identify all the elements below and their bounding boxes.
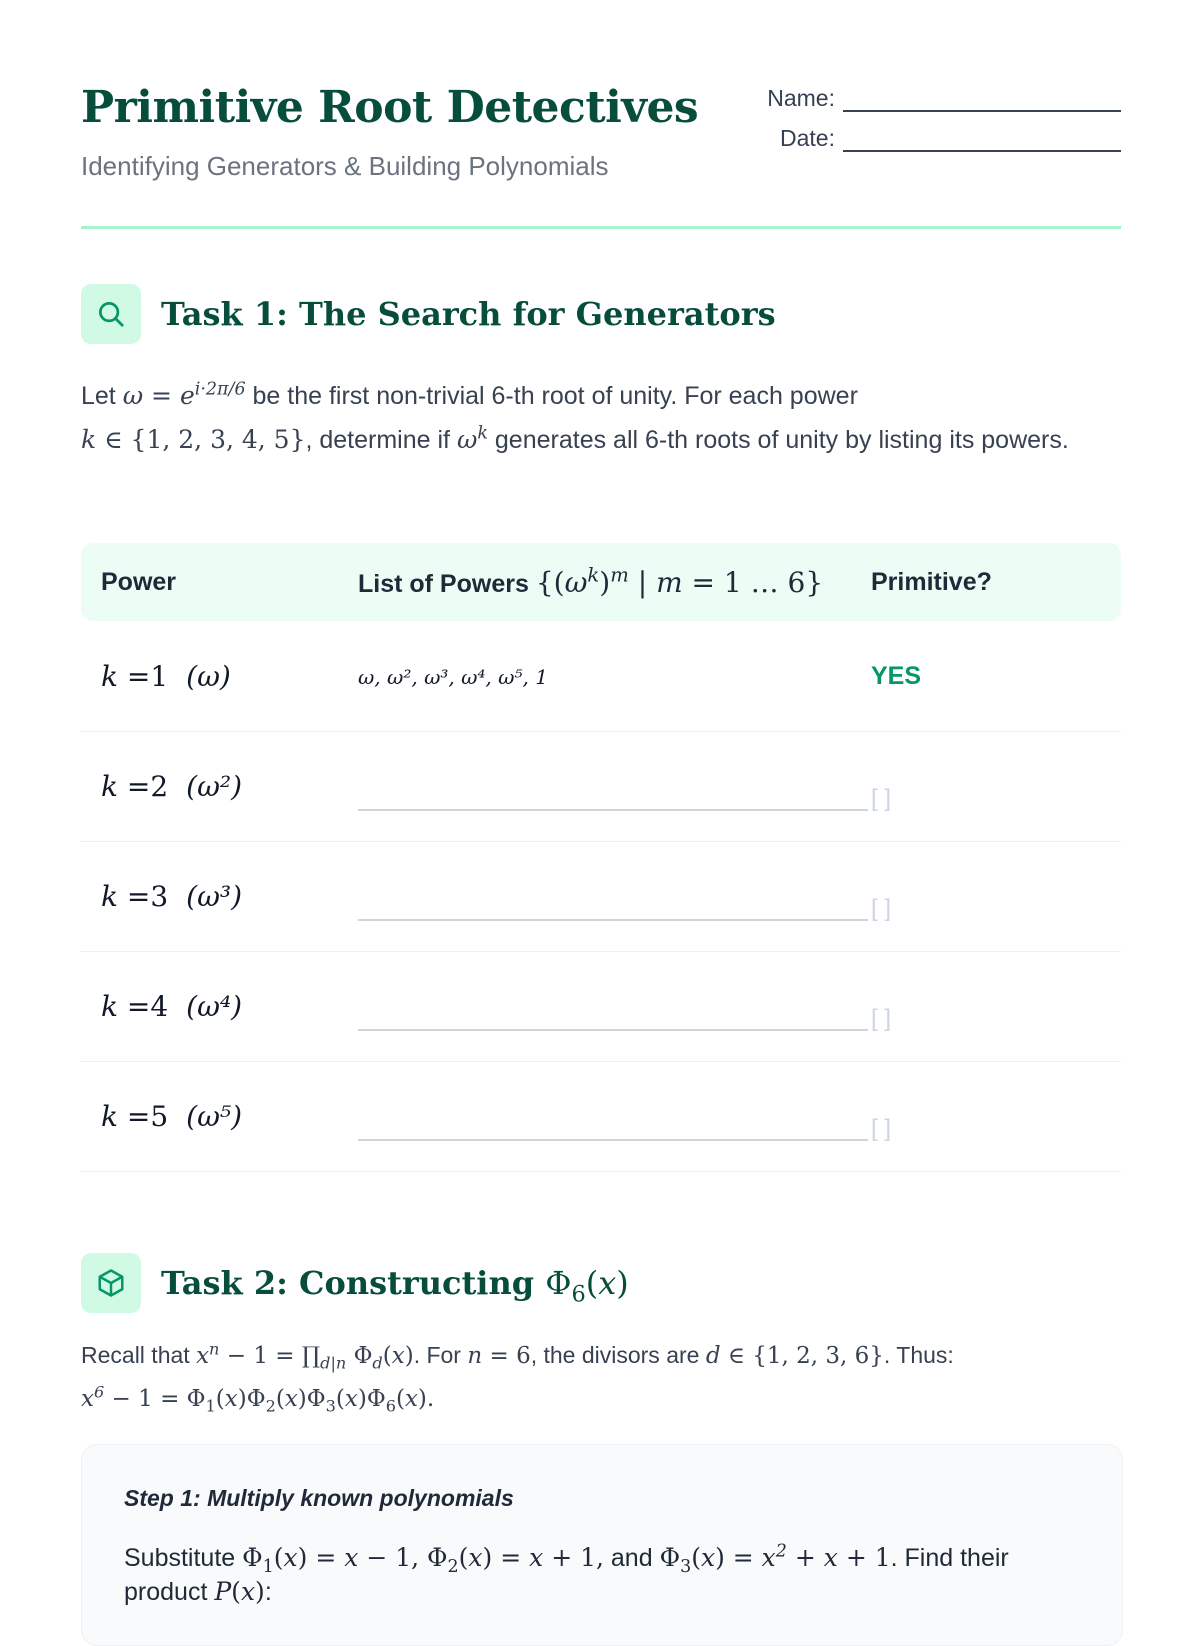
power-cell: k = 3 (ω³) <box>101 880 243 913</box>
header-power: Power <box>101 567 177 596</box>
cube-icon <box>81 1253 141 1313</box>
date-line[interactable] <box>843 132 1121 152</box>
powers-answer-blank[interactable] <box>358 952 868 1061</box>
name-field[interactable] <box>741 82 1121 112</box>
task2-recall: Recall that $x^n - 1$ = $\prod_{d|n}$ $\Phi_d(x)$. For n = 6, the divisors are d ∈ {1, 2, 3, 6}. Thus: $x^6 - 1 = \Phi_1(x)\Phi_2(x)\Phi_3(x)\Phi_6(x)$. <box>81 1339 954 1416</box>
primitive-checkbox[interactable]: [ ] <box>871 784 892 812</box>
powers-answer-blank[interactable] <box>358 842 868 951</box>
primitive-checkbox[interactable]: [ ] <box>871 1004 892 1032</box>
powers-answer-blank[interactable] <box>358 732 868 841</box>
primitive-checkbox[interactable]: [ ] <box>871 1114 892 1142</box>
task1-title: Task 1: The Search for Generators <box>161 295 776 333</box>
table-row <box>81 952 1121 1062</box>
page-subtitle: Identifying Generators & Building Polynomials <box>81 151 609 181</box>
power-cell: k = 5 (ω⁵) <box>101 1100 243 1133</box>
name-label: Name: <box>767 85 835 111</box>
powers-answer-blank[interactable] <box>358 1062 868 1171</box>
powers-list: ω, ω², ω³, ω⁴, ω⁵, 1 <box>358 664 548 689</box>
header-primitive: Primitive? <box>871 567 992 596</box>
task1-text-2: , determine if <box>305 426 450 454</box>
table-row <box>81 732 1121 842</box>
power-cell: k = 1 (ω) <box>101 660 231 693</box>
power-cell: k = 2 (ω²) <box>101 770 243 803</box>
header-divider <box>81 226 1121 229</box>
step1-card <box>81 1444 1123 1646</box>
step1-title: Step 1: Multiply known polynomials <box>124 1485 514 1511</box>
table-row <box>81 842 1121 952</box>
step1-text: Substitute $\Phi_1(x) = x - 1$, $\Phi_2(x) = x + 1$, and $\Phi_3(x) = x^2 + x + 1$. Find their product P(x): <box>124 1541 1009 1606</box>
table-row <box>81 622 1121 732</box>
page-title: Primitive Root Detectives <box>81 82 699 133</box>
powers-table-header <box>81 543 1121 621</box>
task1-text-3: generates all 6-th roots of unity by listing its powers. <box>494 426 1069 454</box>
search-icon <box>81 284 141 344</box>
task1-text-1: be the first non-trivial 6-th root of unity. For each power <box>252 382 858 410</box>
task1-instructions: Let $\omega = e^{i\cdot 2\pi/6}$ be the first non-trivial 6-th root of unity. For each power k ∈ {1, 2, 3, 4, 5}, determine if $\omega^k$ generates all 6-th roots of unity by listing its powers. <box>81 379 1069 454</box>
power-cell: k = 4 (ω⁴) <box>101 990 243 1023</box>
header-list-of-powers: List of Powers {$(\omega^k)^m$ | m = 1 … 6} <box>358 563 824 599</box>
primitive-checkbox[interactable]: [ ] <box>871 894 892 922</box>
name-line[interactable] <box>843 92 1121 112</box>
date-label: Date: <box>780 125 835 151</box>
primitive-answer: YES <box>871 662 922 690</box>
date-field[interactable] <box>741 122 1121 152</box>
table-row <box>81 1062 1121 1172</box>
task2-title: Task 2: Constructing $\Phi_6(x)$ <box>161 1264 629 1308</box>
task1-header <box>81 284 776 344</box>
task2-header <box>81 1253 629 1313</box>
